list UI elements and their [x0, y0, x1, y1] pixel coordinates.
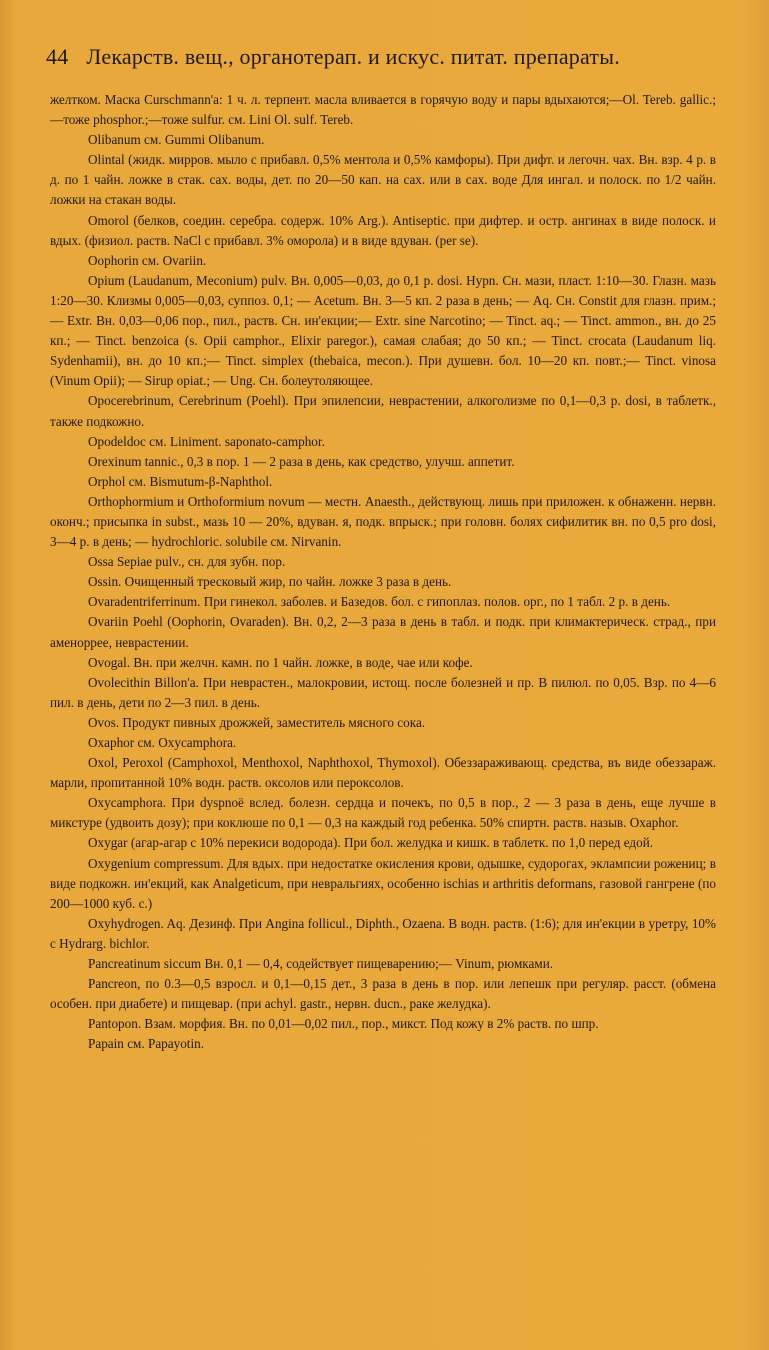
entry-opium: Opium (Laudanum, Meconium) pulv. Вн. 0,005—0,03, до 0,1 р. dosi. Hypn. Сн. мази, пласт. 1:10—30. Глазн. мазь 1:20—30. Клизмы 0,005—0,03, суппоз. 0,1; — Acetum. Вн. 3—5 кп. 2 раза в день; — Aq. Сн. Constit для глазн. прим.; — Extr. Вн. 0,03—0,06 пор., пил., раств. Сн. ин'екции;— Extr. sine Narcotino; — Tinct. aq.; — Tinct. ammon., вн. до 25 кп.; — Tinct. benzoica (s. Opii camphor., Elixir paregor.), самая слабая; до 50 кп.; — Tinct. crocata (Laudanum liq. Sydenhamii), вн. до 10 кп.;— Tinct. simplex (thebaica, mecon.). При душевн. бол. 10—20 кп. повт.;— Tinct. vinosa (Vinum Opii); — Sirup opiat.; — Ung. Сн. болеутоляющее. — [50, 272, 716, 389]
entry-pantopon: Pantopon. Взам. морфия. Вн. по 0,01—0,02 пил., пор., микст. Под кожу в 2% раств. по шпр. — [88, 1016, 599, 1032]
entry-papain: Papain см. Papayotin. — [88, 1036, 205, 1052]
entry-olibanum: Olibanum см. Gummi Olibanum. — [88, 132, 265, 148]
entry-oxaphor: Oxaphor см. Oxycamphora. — [88, 735, 237, 750]
entry-orphol: Orphol см. Bismutum-β-Naphthol. — [88, 473, 273, 489]
entry-ovos: Ovos. Продукт пивных дрожжей, заместитель мясного сока. — [88, 714, 426, 730]
entry-orexinum: Orexinum tannic., 0,3 в пор. 1 — 2 раза в день, как средство, улучш. аппетит. — [88, 453, 515, 469]
entry-orthophormium: Orthophormium и Orthoformium novum — местн. Anaesth., действующ. лишь при приложен. к обнаженн. нервн. оконч.; присыпка in subst., мазь 10 — 20%, вдуван. я, подк. впрыск.; при головн. болях сифилитик вн. по 0,5 pro dosi, 3—4 р. в день; — hydrochloric. solubile см. Nirvanin. — [50, 493, 716, 550]
entry-ovolecithin: Ovolecithin Billon'a. При неврастен., малокровии, истощ. после болезней и пр. В пилюл. по 0,05. Взр. по 4—6 пил. в день, дети по 2—3 пил. в день. — [50, 674, 716, 710]
entry-ossa-sepiae: Ossa Sepiae pulv., сн. для зубн. пор. — [88, 554, 286, 570]
entry-oxygenium: Oxygenium compressum. Для вдых. при недостатке окисления крови, одышке, судорогах, эклампсии рожениц; в виде подкожн. ин'екций, как Analgeticum, при невральгиях, особенно ischias и arthritis deformans, газовой гангрене (по 200—1000 куб. с.) — [50, 855, 716, 911]
entry-ossin: Ossin. Очищенный тресковый жир, по чайн. ложке 3 раза в день. — [88, 574, 452, 590]
entry-ovaradentriferrinum: Ovaradentriferrinum. При гинекол. заболев. и Базедов. бол. с гипоплаз. полов. орг., по 1 табл. 2 р. в день. — [88, 594, 671, 610]
entry-oxol: Oxol, Peroxol (Camphoxol, Menthoxol, Naphthoxol, Thymoxol). Обеззараживающ. средства, въ виде обеззараж. марли, пропитанной 10% водн. раств. оксолов или пероксолов. — [50, 755, 716, 791]
entry-oxyhydrogen: Oxyhydrogen. Aq. Дезинф. При Angina follicul., Diphth., Ozaena. В водн. раств. (1:6); для ин'екции в уретру, 10% с Hydrarg. bichlor. — [50, 915, 716, 951]
entry-pancreon: Pancreon, по 0.3—0,5 взросл. и 0,1—0,15 дет., 3 раза в день в пор. или лепешк при регуляр. расст. (обмена особен. при диабете) и пищевар. (при achyl. gastr., нервн. ducn., раке желудка). — [50, 976, 716, 1012]
body-text — [50, 90, 716, 1055]
entry-pancreatinum: Pancreatinum siccum Вн. 0,1 — 0,4, содействует пищеварению;— Vinum, рюмками. — [88, 956, 554, 972]
entry-ovariin: Ovariin Poehl (Oophorin, Ovaraden). Вн. 0,2, 2—3 раза в день в табл. и подк. при климактерическ. страд., при аменоррее, неврастении. — [50, 614, 716, 650]
entry-continuation: желтком. Маска Curschmann'a: 1 ч. л. терпент. масла вливается в горячую воду и пары вдыхаются;—Ol. Tereb. gallic.;—тоже phosphor.;—тоже sulfur. см. Lini Ol. sulf. Tereb. — [50, 92, 716, 128]
entry-oophorin: Oophorin см. Ovariin. — [88, 252, 207, 268]
entry-olintal: Olintal (жидк. мирров. мыло с прибавл. 0,5% ментола и 0,5% камфоры). При дифт. и легочн. чах. Вн. взр. 4 р. в д. по 1 чайн. ложке в стак. сах. воды, дет. по 20—50 кап. на сах. или в сах. воде Для ингал. и полоск. по 1/2 чайн. ложки на стакан воды. — [50, 152, 716, 208]
entry-oxygar: Oxygar (агар-агар с 10% перекиси водорода). При бол. желудка и кишк. в таблетк. по 1,0 перед едой. — [88, 835, 654, 851]
page-header — [46, 44, 736, 70]
entry-omorol: Omorol (белков, соедин. серебра. содерж. 10% Arg.). Antiseptic. при дифтер. и остр. ангинах в виде полоск. и вдых. (физиол. раств. NaCl с прибавл. 3% оморола) и в виде вдуван. (per se). — [50, 212, 716, 248]
entry-opocerebrinum: Opocerebrinum, Cerebrinum (Poehl). При эпилепсии, неврастении, алкоголизме по 0,1—0,3 р. dosi, в таблетк., также подкожно. — [50, 393, 716, 429]
running-title: Лекарств. вещ., органотерап. и искус. питат. препараты. — [86, 44, 620, 69]
entry-ovogal: Ovogal. Вн. при желчн. камн. по 1 чайн. ложке, в воде, чае или кофе. — [88, 654, 473, 670]
entry-oxycamphora: Oxycamphora. При dyspnoë вслед. болезн. сердца и почекъ, по 0,5 в пор., 2 — 3 раза в день, еще лучше в микстуре (удвоить дозу); при коклюше по 0,1 — 0,3 на каждый год ребенка. 50% спиртн. раств. назыв. Oxaphor. — [50, 795, 716, 831]
entry-opodeldoc: Opodeldoc см. Liniment. saponato-camphor. — [88, 433, 325, 449]
page-number: 44 — [46, 44, 69, 69]
